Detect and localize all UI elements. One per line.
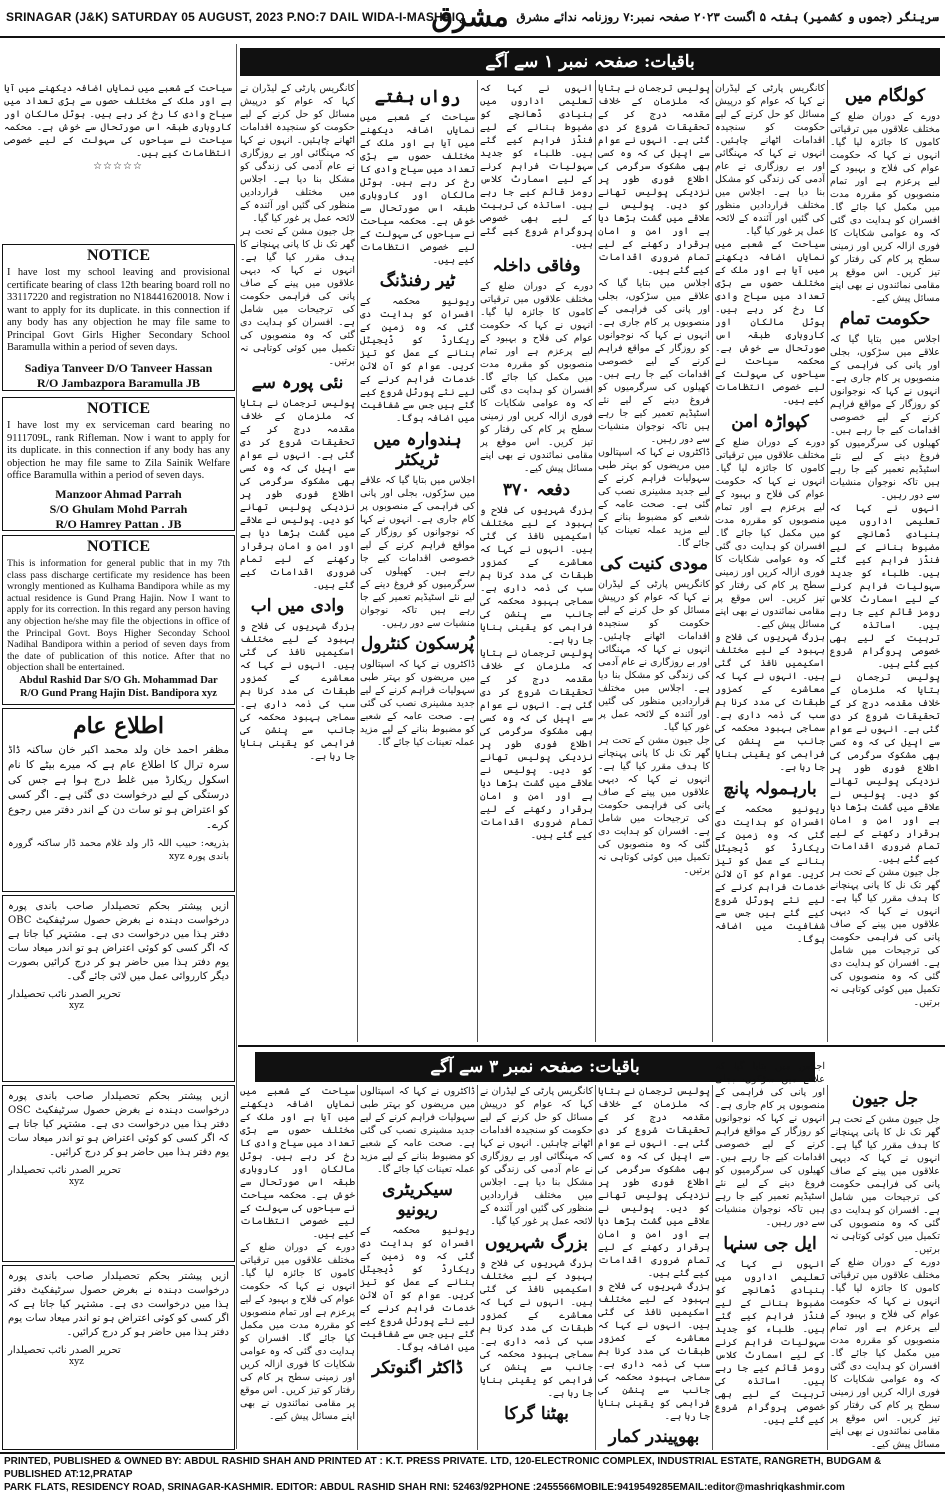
article-column-1: [830, 82, 940, 1042]
notice-address: R/O Gund Prang Hajin Dist. Bandipora xyz: [20, 687, 217, 699]
lower-column-3: [598, 1085, 710, 1450]
notice-box-1: [2, 244, 235, 391]
headline-buzurg: بزرگ شہریوں: [484, 1233, 589, 1253]
column-rule: [595, 80, 596, 1042]
article-text: پولیس ترجمان نے بتایا کہ ملزمان کے خلاف مقدمہ درج کر کے تحقیقات شروع کر دی گئی ہے۔ انہوں نے عوام سے اپیل کی کہ وہ کسی بھی مشکوک سرگرمی کی اطلاع فوری طور پر نزدیکی پولیس تھانے کو دیں۔ پولیس نے علاقے میں گشت بڑھا دیا ہے اور امن و امان برقرار رکھنے کے لیے تمام ضروری اقدامات کیے گئے ہیں۔: [480, 648, 593, 841]
notice-body: I have lost my school leaving and provisional certificate bearing of class 12th bearing board roll no 33117220 and registration no N18441620018. Now i want to apply for its duplicate. in this connection if any body has any objection he may file same to Principal Govt Girls Higher Secondary School Baramulla within a period of seven days.: [7, 267, 230, 353]
headline-bhootna: بھٹنا گرکا: [504, 1404, 569, 1424]
ishtihar-body: ازیں پیشتر بحکم تحصیلدار صاحب باندی پورہ درخواست دہندہ نے بغرض حصول سرٹیفکیٹ OSC دفتر ہذا میں درخواست دی ہے۔ مشتہر کیا جاتا ہے کہ اگر کسی کو کوئی اعتراض ہو تو اندر میعاد سات یوم دفتر ہذا میں حاضر ہو کر درج کرائیں۔: [8, 1091, 229, 1158]
masthead-dateline-urdu: سرینگر (جموں و کشمیر) ہفتہ ۵ اگست ۲۰۲۳ صفحہ نمبر:۷ روزنامہ ندائے مشرق: [516, 10, 939, 24]
section-rule: [238, 1045, 945, 1047]
article-text: پولیس ترجمان نے بتایا کہ ملزمان کے خلاف مقدمہ درج کر کے تحقیقات شروع کر دی گئی ہے۔ انہوں نے عوام سے اپیل کی کہ وہ کسی بھی مشکوک سرگرمی کی اطلاع فوری طور پر نزدیکی پولیس تھانے کو دیں۔ پولیس نے علاقے میں گشت بڑھا دیا ہے اور امن و امان برقرار رکھنے کے لیے تمام ضروری اقدامات کیے گئے ہیں۔: [240, 398, 355, 591]
headline-bhupender: بھوپیندر کمار: [608, 1427, 700, 1447]
ishtihar-tag: xyz: [69, 1357, 84, 1367]
article-text: سیاحت کے شعبے میں نمایاں اضافہ دیکھنے میں آیا ہے اور ملک کے مختلف حصوں سے بڑی تعداد میں سیاح وادی کا رخ کر رہے ہیں۔ ہوٹل مالکان اور کاروباری طبقہ اس صورتحال سے خوش ہے۔ محکمہ سیاحت نے سیاحوں کی سہولت کے لیے خصوصی انتظامات کیے ہیں۔: [360, 112, 475, 266]
headline-baramulla: بارہمولہ پانچ: [723, 779, 817, 799]
headline-kulgam: کولگام میں: [844, 86, 926, 106]
article-text: دورے کے دوران ضلع کے مختلف علاقوں میں ترقیاتی کاموں کا جائزہ لیا گیا۔ انہوں نے کہا کہ حکومت عوام کی فلاح و بہبود کے لیے پرعزم ہے اور تمام منصوبوں کو مقررہ مدت میں مکمل کیا جائے گا۔ افسران کو ہدایت دی گئی کہ وہ عوامی شکایات کا فوری ازالہ کریں اور زمینی سطح پر کام کی رفتار کو تیز کریں۔ اس موقع پر مقامی نمائندوں نے بھی اپنے مسائل پیش کیے۔: [830, 111, 940, 304]
ittila-signature: بذریعہ: حبیب اللہ ڈار ولد غلام محمد ڈار ساکنہ گرورہ باندی پورہ xyz: [8, 838, 229, 862]
headline-rawan: رواں ہفتے: [374, 87, 461, 107]
article-text: کانگریس پارٹی کے لیڈران نے کہا کہ عوام کو درپیش مسائل کو حل کرنے کے لیے حکومت کو سنجیدہ اقدامات اٹھانے چاہئیں۔ انہوں نے کہا کہ مہنگائی اور بے روزگاری نے عام آدمی کی زندگی کو مشکل بنا دیا ہے۔ اجلاس میں مختلف قراردادیں منظور کی گئیں اور آئندہ کے لائحہ عمل پر غور کیا گیا۔: [598, 579, 710, 733]
headline-doctor: ڈاکٹر اگنوتکر: [371, 1358, 464, 1378]
article-column-5: [360, 82, 475, 1042]
masthead: [0, 0, 945, 38]
ishtihar-body: ازیں پیشتر بحکم تحصیلدار صاحب باندی پورہ درخواست دہندہ نے بغرض حصول سرٹیفکیٹ OBC دفتر ہذا میں درخواست دی ہے۔ مشتہر کیا جاتا ہے کہ اگر کسی کو کوئی اعتراض ہو تو اندر میعاد سات یوم دفتر ہذا میں حاضر ہو کر درج کرائیں بصورت دیگر کارروائی عمل میں لائی جائے گی۔: [8, 901, 229, 982]
article-text: ڈاکٹروں نے کہا کہ اسپتالوں میں مریضوں کو بہتر طبی سہولیات فراہم کرنے کے لیے جدید مشینری نصب کی گئی ہے۔ صحت عامہ کے شعبے کو مضبوط بنانے کے لیے مزید عملہ تعینات کیا جائے گا۔: [360, 1086, 475, 1175]
notice-box-3: [2, 535, 235, 705]
column-rule: [236, 44, 237, 1449]
ishtihar-box-2: [2, 1085, 235, 1262]
ishtihar-box-1: [2, 895, 235, 1082]
article-text: بزرگ شہریوں کی فلاح و بہبود کے لیے مختلف اسکیمیں نافذ کی گئی ہیں۔ انہوں نے کہا کہ معاشرے کے کمزور طبقات کی مدد کرنا ہم سب کی ذمہ داری ہے۔ سماجی بہبود محکمہ کی جانب سے پنشن کی فراہمی کو یقینی بنایا جا رہا ہے۔: [240, 621, 355, 762]
article-text: ریونیو محکمہ کے افسران کو ہدایت دی گئی کہ وہ زمین کے ریکارڈ کو ڈیجیٹل بنانے کے عمل کو تیز کریں۔ عوام کو آن لائن خدمات فراہم کرنے کے لیے نئے پورٹل شروع کیے گئے ہیں جس سے شفافیت میں اضافہ ہوگا۔: [360, 1225, 475, 1353]
column-rule: [357, 80, 358, 1042]
article-text: دورے کے دوران ضلع کے مختلف علاقوں میں ترقیاتی کاموں کا جائزہ لیا گیا۔ انہوں نے کہا کہ حکومت عوام کی فلاح و بہبود کے لیے پرعزم ہے اور تمام منصوبوں کو مقررہ مدت میں مکمل کیا جائے گا۔ افسران کو ہدایت دی گئی کہ وہ عوامی شکایات کا فوری ازالہ کریں اور زمینی سطح پر کام کی رفتار کو تیز کریں۔ اس موقع پر مقامی نمائندوں نے بھی اپنے مسائل پیش کیے۔: [830, 1257, 940, 1450]
ishtihar-signature: تحریر الصدر نائب تحصیلدار: [8, 1345, 121, 1356]
notice-address: R/O Hamrey Pattan . JB: [55, 516, 182, 531]
article-text: کانگریس پارٹی کے لیڈران نے کہا کہ عوام کو درپیش مسائل کو حل کرنے کے لیے حکومت کو سنجیدہ اقدامات اٹھانے چاہئیں۔ انہوں نے کہا کہ مہنگائی اور بے روزگاری نے عام آدمی کی زندگی کو مشکل بنا دیا ہے۔ اجلاس میں مختلف قراردادیں منظور کی گئیں اور آئندہ کے لائحہ عمل پر غور کیا گیا۔: [715, 83, 825, 237]
ishtihar-body: ازیں پیشتر بحکم تحصیلدار صاحب باندی پورہ درخواست دہندہ نے بغرض حصول سرٹیفکیٹ دفتر ہذا میں درخواست دی ہے۔ مشتہر کیا جاتا ہے کہ اگر کسی کو کوئی اعتراض ہو تو اندر میعاد سات یوم دفتر ہذا میں حاضر ہو کر درج کرائیں۔: [8, 1271, 229, 1338]
article-text: پولیس ترجمان نے بتایا کہ ملزمان کے خلاف مقدمہ درج کر کے تحقیقات شروع کر دی گئی ہے۔ انہوں نے عوام سے اپیل کی کہ وہ کسی بھی مشکوک سرگرمی کی اطلاع فوری طور پر نزدیکی پولیس تھانے کو دیں۔ پولیس نے علاقے میں گشت بڑھا دیا ہے اور امن و امان برقرار رکھنے کے لیے تمام ضروری اقدامات کیے گئے ہیں۔: [598, 83, 710, 276]
headline-secretary: سیکریٹری ریونیو: [382, 1180, 453, 1220]
article-text: اجلاس میں بتایا گیا کہ علاقے میں سڑکوں، بجلی اور پانی کی فراہمی کے منصوبوں پر کام جاری ہے۔ انہوں نے کہا کہ نوجوانوں کو روزگار کے مواقع فراہم کرنے کے لیے خصوصی اقدامات کیے جا رہے ہیں۔ کھیلوں کی سرگرمیوں کو فروغ دینے کے لیے نئے اسٹیڈیم تعمیر کیے جا رہے ہیں تاکہ نوجوان منشیات سے دور رہیں۔: [715, 1061, 825, 1228]
column-rule: [827, 80, 828, 1042]
article-column-6: [240, 82, 355, 1042]
article-text: انہوں نے کہا کہ تعلیمی اداروں میں بنیادی ڈھانچے کو مضبوط بنانے کے لیے فنڈز فراہم کیے گئے ہیں۔ طلباء کو جدید سہولیات فراہم کرنے کے لیے اسمارٹ کلاس رومز قائم کیے جا رہے ہیں۔ اساتذہ کی تربیت کے لیے بھی خصوصی پروگرام شروع کیے گئے ہیں۔: [480, 83, 593, 250]
article-text: جل جیون مشن کے تحت ہر گھر تک نل کا پانی پہنچانے کا ہدف مقرر کیا گیا ہے۔ انہوں نے کہا کہ دیہی علاقوں میں پینے کے صاف پانی کی فراہمی حکومت کی ترجیحات میں شامل ہے۔ افسران کو ہدایت دی گئی کہ وہ منصوبوں کی تکمیل میں کوئی کوتاہی نہ برتیں۔: [598, 735, 710, 876]
article-text: دورے کے دوران ضلع کے مختلف علاقوں میں ترقیاتی کاموں کا جائزہ لیا گیا۔ انہوں نے کہا کہ حکومت عوام کی فلاح و بہبود کے لیے پرعزم ہے اور تمام منصوبوں کو مقررہ مدت میں مکمل کیا جائے گا۔ افسران کو ہدایت دی گئی کہ وہ عوامی شکایات کا فوری ازالہ کریں اور زمینی سطح پر کام کی رفتار کو تیز کریں۔ اس موقع پر مقامی نمائندوں نے بھی اپنے مسائل پیش کیے۔: [240, 1242, 355, 1422]
headline-kupwara: کپواڑہ امن: [731, 412, 809, 432]
ishtihar-signature: تحریر الصدر نائب تحصیلدار: [8, 1165, 121, 1176]
headline-dafa: دفعہ ۳۷۰: [502, 480, 571, 500]
article-text: بزرگ شہریوں کی فلاح و بہبود کے لیے مختلف اسکیمیں نافذ کی گئی ہیں۔ انہوں نے کہا کہ معاشرے کے کمزور طبقات کی مدد کرنا ہم سب کی ذمہ داری ہے۔ سماجی بہبود محکمہ کی جانب سے پنشن کی فراہمی کو یقینی بنایا جا رہا ہے۔: [480, 1258, 593, 1399]
article-text: کانگریس پارٹی کے لیڈران نے کہا کہ عوام کو درپیش مسائل کو حل کرنے کے لیے حکومت کو سنجیدہ اقدامات اٹھانے چاہئیں۔ انہوں نے کہا کہ مہنگائی اور بے روزگاری نے عام آدمی کی زندگی کو مشکل بنا دیا ہے۔ اجلاس میں مختلف قراردادیں منظور کی گئیں اور آئندہ کے لائحہ عمل پر غور کیا گیا۔: [240, 83, 355, 224]
headline-pursukoon: پُرسکون کنٹرول: [360, 634, 475, 654]
headline-wadi: وادی میں اب: [250, 596, 345, 616]
masthead-dateline-english: SRINAGAR (J&K) SATURDAY 05 AUGUST, 2023 P.NO:7 DAIL WIDA-I-MASHRIQ: [6, 10, 465, 24]
ittila-aam-box: [2, 708, 235, 892]
notice-signature: Sadiya Tanveer D/O Tanveer Hassan: [24, 360, 213, 375]
notice-signature: Abdul Rashid Dar S/O Gh. Mohammad Dar: [19, 674, 218, 686]
column-rule: [477, 80, 478, 1042]
notice-title: NOTICE: [86, 400, 151, 417]
notice-box-2: [2, 397, 235, 531]
column-rule: [712, 1085, 713, 1450]
article-text: انہوں نے کہا کہ تعلیمی اداروں میں بنیادی ڈھانچے کو مضبوط بنانے کے لیے فنڈز فراہم کیے گئے ہیں۔ طلباء کو جدید سہولیات فراہم کرنے کے لیے اسمارٹ کلاس رومز قائم کیے جا رہے ہیں۔ اساتذہ کی تربیت کے لیے بھی خصوصی پروگرام شروع کیے گئے ہیں۔: [715, 1259, 825, 1426]
headline-handwara: ہندوارہ میں ٹریکٹر: [373, 430, 462, 470]
headline-lgsinha: ایل جی سنہا: [723, 1234, 817, 1254]
article-text: جل جیون مشن کے تحت ہر گھر تک نل کا پانی پہنچانے کا ہدف مقرر کیا گیا ہے۔ انہوں نے کہا کہ دیہی علاقوں میں پینے کے صاف پانی کی فراہمی حکومت کی ترجیحات میں شامل ہے۔ افسران کو ہدایت دی گئی کہ وہ منصوبوں کی تکمیل میں کوئی کوتاہی نہ برتیں۔: [240, 226, 355, 367]
ishtihar-tag: xyz: [69, 1001, 84, 1011]
imprint-line-1: PRINTED, PUBLISHED & OWNED BY: ABDUL RASHID SHAH AND PRINTED AT : K.T. PRESS PRIVATE. LTD, 120-ELECTRONIC COMPLEX, INDUSTRIAL ESTATE, RANGRETH, BUDGAM & PUBLISHED AT:12,PRATAP: [4, 1456, 882, 1480]
article-text: اجلاس میں بتایا گیا کہ علاقے میں سڑکوں، بجلی اور پانی کی فراہمی کے منصوبوں پر کام جاری ہے۔ انہوں نے کہا کہ نوجوانوں کو روزگار کے مواقع فراہم کرنے کے لیے خصوصی اقدامات کیے جا رہے ہیں۔ کھیلوں کی سرگرمیوں کو فروغ دینے کے لیے نئے اسٹیڈیم تعمیر کیے جا رہے ہیں تاکہ نوجوان منشیات سے دور رہیں۔: [830, 334, 940, 501]
article-text: ریونیو محکمہ کے افسران کو ہدایت دی گئی کہ وہ زمین کے ریکارڈ کو ڈیجیٹل بنانے کے عمل کو تیز کریں۔ عوام کو آن لائن خدمات فراہم کرنے کے لیے نئے پورٹل شروع کیے گئے ہیں جس سے شفافیت میں اضافہ ہوگا۔: [360, 296, 475, 424]
sidebar-paragraph: سیاحت کے شعبے میں نمایاں اضافہ دیکھنے میں آیا ہے اور ملک کے مختلف حصوں سے بڑی تعداد میں سیاح وادی کا رخ کر رہے ہیں۔ ہوٹل مالکان اور کاروباری طبقہ اس صورتحال سے خوش ہے۔ محکمہ سیاحت نے سیاحوں کی سہولت کے لیے خصوصی انتظامات کیے ہیں۔: [4, 83, 232, 159]
sidebar-text-top: [4, 82, 232, 242]
article-text: بزرگ شہریوں کی فلاح و بہبود کے لیے مختلف اسکیمیں نافذ کی گئی ہیں۔ انہوں نے کہا کہ معاشرے کے کمزور طبقات کی مدد کرنا ہم سب کی ذمہ داری ہے۔ سماجی بہبود محکمہ کی جانب سے پنشن کی فراہمی کو یقینی بنایا جا رہا ہے۔: [715, 632, 825, 773]
article-text: پولیس ترجمان نے بتایا کہ ملزمان کے خلاف مقدمہ درج کر کے تحقیقات شروع کر دی گئی ہے۔ انہوں نے عوام سے اپیل کی کہ وہ کسی بھی مشکوک سرگرمی کی اطلاع فوری طور پر نزدیکی پولیس تھانے کو دیں۔ پولیس نے علاقے میں گشت بڑھا دیا ہے اور امن و امان برقرار رکھنے کے لیے تمام ضروری اقدامات کیے گئے ہیں۔: [830, 672, 940, 865]
column-rule: [712, 80, 713, 1042]
column-rule: [357, 1085, 358, 1450]
notice-address: R/O Jambazpora Baramulla JB: [36, 375, 200, 390]
imprint-footer: [0, 1452, 945, 1493]
ishtihar-signature: تحریر الصدر نائب تحصیلدار: [8, 989, 121, 1000]
article-text: سیاحت کے شعبے میں نمایاں اضافہ دیکھنے میں آیا ہے اور ملک کے مختلف حصوں سے بڑی تعداد میں سیاح وادی کا رخ کر رہے ہیں۔ ہوٹل مالکان اور کاروباری طبقہ اس صورتحال سے خوش ہے۔ محکمہ سیاحت نے سیاحوں کی سہولت کے لیے خصوصی انتظامات کیے ہیں۔: [240, 1086, 355, 1240]
article-text: بزرگ شہریوں کی فلاح و بہبود کے لیے مختلف اسکیمیں نافذ کی گئی ہیں۔ انہوں نے کہا کہ معاشرے کے کمزور طبقات کی مدد کرنا ہم سب کی ذمہ داری ہے۔ سماجی بہبود محکمہ کی جانب سے پنشن کی فراہمی کو یقینی بنایا جا رہا ہے۔: [598, 1281, 710, 1422]
column-rule: [827, 1085, 828, 1450]
lower-column-1: [830, 1085, 940, 1450]
article-text: اجلاس میں بتایا گیا کہ علاقے میں سڑکوں، بجلی اور پانی کی فراہمی کے منصوبوں پر کام جاری ہے۔ انہوں نے کہا کہ نوجوانوں کو روزگار کے مواقع فراہم کرنے کے لیے خصوصی اقدامات کیے جا رہے ہیں۔ کھیلوں کی سرگرمیوں کو فروغ دینے کے لیے نئے اسٹیڈیم تعمیر کیے جا رہے ہیں تاکہ نوجوان منشیات سے دور رہیں۔: [360, 475, 475, 629]
lower-column-5: [360, 1085, 475, 1450]
headline-teerfund: ٹیر رفنڈنگ: [379, 271, 456, 291]
notice-parent: S/O Ghulam Mohd Parrah: [49, 501, 188, 516]
column-rule: [595, 1085, 596, 1450]
middle-banner: باقیات: صفحہ نمبر ۳ سے آگے: [255, 1052, 815, 1082]
ittila-body: مظفر احمد خان ولد محمد اکبر خان ساکنہ ڈاڈ سرہ ترال کا اطلاع عام ہے کہ میرے بیٹے کا نام اسکول ریکارڈ میں غلط درج ہوا ہے جس کی درستگی کے لیے درخواست دی گئی ہے۔ اگر کسی کو اعتراض ہو تو سات دن کے اندر دفتر میں رجوع کرے۔: [8, 744, 229, 831]
lower-column-6: [240, 1085, 355, 1450]
column-rule: [477, 1085, 478, 1450]
headline-modi: مودی کنیت کی: [600, 554, 708, 574]
article-column-3: [598, 82, 710, 1042]
article-text: کانگریس پارٹی کے لیڈران نے کہا کہ عوام کو درپیش مسائل کو حل کرنے کے لیے حکومت کو سنجیدہ اقدامات اٹھانے چاہئیں۔ انہوں نے کہا کہ مہنگائی اور بے روزگاری نے عام آدمی کی زندگی کو مشکل بنا دیا ہے۔ اجلاس میں مختلف قراردادیں منظور کی گئیں اور آئندہ کے لائحہ عمل پر غور کیا گیا۔: [480, 1086, 593, 1227]
article-text: ڈاکٹروں نے کہا کہ اسپتالوں میں مریضوں کو بہتر طبی سہولیات فراہم کرنے کے لیے جدید مشینری نصب کی گئی ہے۔ صحت عامہ کے شعبے کو مضبوط بنانے کے لیے مزید عملہ تعینات کیا جائے گا۔: [360, 659, 475, 748]
imprint-line-2: PARK FLATS, RESIDENCY ROAD, SRINAGAR-KASHMIR. EDITOR: ABDUL RASHID SHAH RNI: 52463/92PHONE :2455566MOBILE:9419549285EMAIL:editor@mashriqkashmir.com: [4, 1482, 845, 1493]
headline-hukumat: حکومت تمام: [839, 309, 931, 329]
notice-signature: Manzoor Ahmad Parrah: [55, 486, 182, 501]
article-text: سیاحت کے شعبے میں نمایاں اضافہ دیکھنے میں آیا ہے اور ملک کے مختلف حصوں سے بڑی تعداد میں سیاح وادی کا رخ کر رہے ہیں۔ ہوٹل مالکان اور کاروباری طبقہ اس صورتحال سے خوش ہے۔ محکمہ سیاحت نے سیاحوں کی سہولت کے لیے خصوصی انتظامات کیے ہیں۔: [715, 239, 825, 406]
lower-column-4: [480, 1085, 593, 1450]
article-text: جل جیون مشن کے تحت ہر گھر تک نل کا پانی پہنچانے کا ہدف مقرر کیا گیا ہے۔ انہوں نے کہا کہ دیہی علاقوں میں پینے کے صاف پانی کی فراہمی حکومت کی ترجیحات میں شامل ہے۔ افسران کو ہدایت دی گئی کہ وہ منصوبوں کی تکمیل میں کوئی کوتاہی نہ برتیں۔: [830, 1114, 940, 1255]
article-text: انہوں نے کہا کہ تعلیمی اداروں میں بنیادی ڈھانچے کو مضبوط بنانے کے لیے فنڈز فراہم کیے گئے ہیں۔ طلباء کو جدید سہولیات فراہم کرنے کے لیے اسمارٹ کلاس رومز قائم کیے جا رہے ہیں۔ اساتذہ کی تربیت کے لیے بھی خصوصی پروگرام شروع کیے گئے ہیں۔: [830, 503, 940, 670]
ishtihar-box-3: [2, 1265, 235, 1450]
article-text: اجلاس میں بتایا گیا کہ علاقے میں سڑکوں، بجلی اور پانی کی فراہمی کے منصوبوں پر کام جاری ہے۔ انہوں نے کہا کہ نوجوانوں کو روزگار کے مواقع فراہم کرنے کے لیے خصوصی اقدامات کیے جا رہے ہیں۔ کھیلوں کی سرگرمیوں کو فروغ دینے کے لیے نئے اسٹیڈیم تعمیر کیے جا رہے ہیں تاکہ نوجوان منشیات سے دور رہیں۔: [598, 278, 710, 445]
article-text: دورے کے دوران ضلع کے مختلف علاقوں میں ترقیاتی کاموں کا جائزہ لیا گیا۔ انہوں نے کہا کہ حکومت عوام کی فلاح و بہبود کے لیے پرعزم ہے اور تمام منصوبوں کو مقررہ مدت میں مکمل کیا جائے گا۔ افسران کو ہدایت دی گئی کہ وہ عوامی شکایات کا فوری ازالہ کریں اور زمینی سطح پر کام کی رفتار کو تیز کریں۔ اس موقع پر مقامی نمائندوں نے بھی اپنے مسائل پیش کیے۔: [715, 437, 825, 630]
ittila-title: اطلاع عام: [73, 713, 164, 739]
headline-wafaqi: وفاقی داخلہ: [492, 256, 581, 276]
article-text: بزرگ شہریوں کی فلاح و بہبود کے لیے مختلف اسکیمیں نافذ کی گئی ہیں۔ انہوں نے کہا کہ معاشرے کے کمزور طبقات کی مدد کرنا ہم سب کی ذمہ داری ہے۔ سماجی بہبود محکمہ کی جانب سے پنشن کی فراہمی کو یقینی بنایا جا رہا ہے۔: [480, 505, 593, 646]
article-text: دورے کے دوران ضلع کے مختلف علاقوں میں ترقیاتی کاموں کا جائزہ لیا گیا۔ انہوں نے کہا کہ حکومت عوام کی فلاح و بہبود کے لیے پرعزم ہے اور تمام منصوبوں کو مقررہ مدت میں مکمل کیا جائے گا۔ افسران کو ہدایت دی گئی کہ وہ عوامی شکایات کا فوری ازالہ کریں اور زمینی سطح پر کام کی رفتار کو تیز کریں۔ اس موقع پر مقامی نمائندوں نے بھی اپنے مسائل پیش کیے۔: [480, 281, 593, 474]
article-text: جل جیون مشن کے تحت ہر گھر تک نل کا پانی پہنچانے کا ہدف مقرر کیا گیا ہے۔ انہوں نے کہا کہ دیہی علاقوں میں پینے کے صاف پانی کی فراہمی حکومت کی ترجیحات میں شامل ہے۔ افسران کو ہدایت دی گئی کہ وہ منصوبوں کی تکمیل میں کوئی کوتاہی نہ برتیں۔: [830, 867, 940, 1008]
notice-body: I have lost my ex serviceman card bearing no 9111709L, rank Rifleman. Now i want to apply for its duplicate. in this connection if any body has any objection he may file same to Zila Sainik Welfare office Baramulla within a period of seven days.: [7, 420, 230, 481]
article-text: پولیس ترجمان نے بتایا کہ ملزمان کے خلاف مقدمہ درج کر کے تحقیقات شروع کر دی گئی ہے۔ انہوں نے عوام سے اپیل کی کہ وہ کسی بھی مشکوک سرگرمی کی اطلاع فوری طور پر نزدیکی پولیس تھانے کو دیں۔ پولیس نے علاقے میں گشت بڑھا دیا ہے اور امن و امان برقرار رکھنے کے لیے تمام ضروری اقدامات کیے گئے ہیں۔: [598, 1086, 710, 1279]
headline-naipora: نئی پورہ سے: [251, 373, 344, 393]
lower-column-2: [715, 1060, 825, 1450]
headline-jaljeevan: جل جیون: [851, 1089, 919, 1109]
notice-title: NOTICE: [86, 538, 151, 555]
article-text: ڈاکٹروں نے کہا کہ اسپتالوں میں مریضوں کو بہتر طبی سہولیات فراہم کرنے کے لیے جدید مشینری نصب کی گئی ہے۔ صحت عامہ کے شعبے کو مضبوط بنانے کے لیے مزید عملہ تعینات کیا جائے گا۔: [598, 447, 710, 549]
top-banner: باقیات: صفحہ نمبر ۱ سے آگے: [240, 48, 940, 76]
notice-title: NOTICE: [86, 247, 151, 264]
article-text: ریونیو محکمہ کے افسران کو ہدایت دی گئی کہ وہ زمین کے ریکارڈ کو ڈیجیٹل بنانے کے عمل کو تیز کریں۔ عوام کو آن لائن خدمات فراہم کرنے کے لیے نئے پورٹل شروع کیے گئے ہیں جس سے شفافیت میں اضافہ ہوگا۔: [715, 804, 825, 945]
ishtihar-tag: xyz: [69, 1177, 84, 1187]
article-column-4: [480, 82, 593, 1042]
newspaper-logo: مشرق: [431, 0, 509, 33]
stars-divider: ☆☆☆☆☆: [93, 161, 143, 172]
article-column-2: [715, 82, 825, 1042]
notice-body: This is information for general public that in my 7th class pass discharge certificate my residence has been wrongly mentioned as Kulhama Bandipora while as my actual residence is Gund Prang Hajin. Now I want to apply for its correction. In this regard any person having any objection he/she may file the objections in office of the Principal Govt. Boys Higher Seconday School Nadihal Bandipora within a period of seven days from the date of publication of this notice. After that no objection shall be entertained.: [7, 558, 230, 674]
